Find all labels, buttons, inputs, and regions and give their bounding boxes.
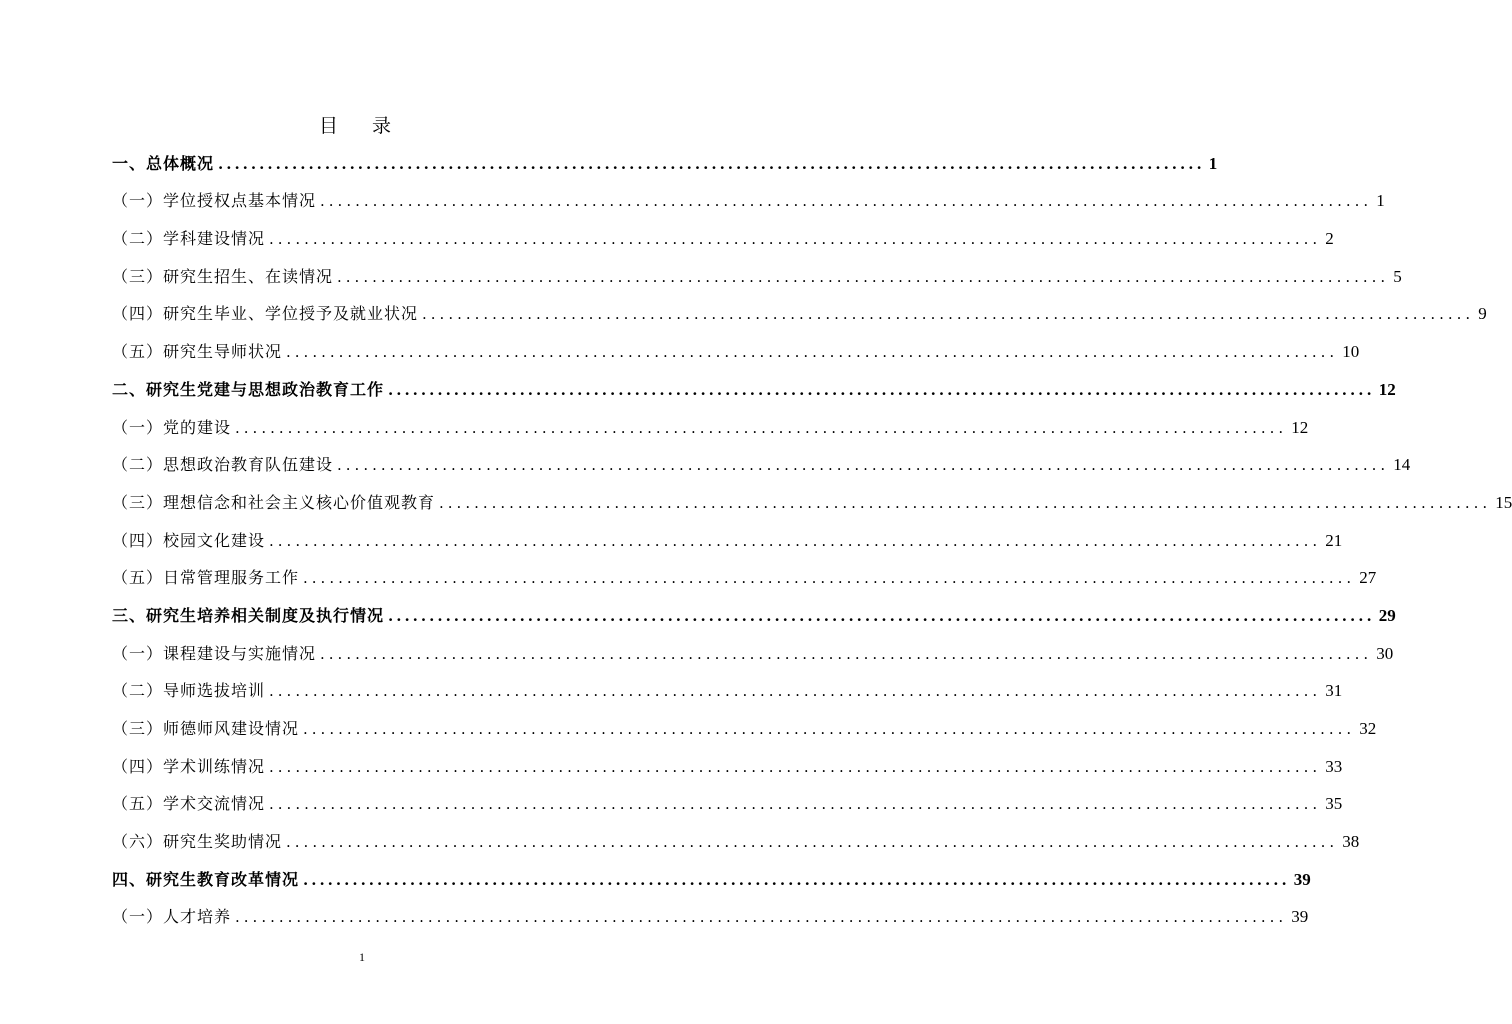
toc-entry[interactable]	[112, 295, 1487, 333]
toc-entry-label: （二）学科建设情况	[112, 229, 266, 249]
toc-entry-label: （三）研究生招生、在读情况	[112, 266, 334, 286]
toc-entry[interactable]	[112, 672, 1343, 710]
toc-entry-page: 15	[1495, 492, 1512, 512]
toc-entry-page: 39	[1293, 869, 1311, 889]
toc-entry-page: 31	[1325, 681, 1343, 701]
toc-entry-label: （五）研究生导师状况	[112, 342, 283, 362]
toc-entry-page: 38	[1342, 832, 1360, 852]
dot-leader: ........................................................................................................................	[388, 380, 1375, 399]
toc-entry-label: （五）学术交流情况	[112, 794, 266, 814]
toc-entry-page: 2	[1325, 229, 1334, 249]
toc-entry-label: （五）日常管理服务工作	[112, 568, 300, 588]
dot-leader: ........................................................................................................................	[439, 493, 1492, 512]
toc-entry-label: （一）课程建设与实施情况	[112, 643, 317, 663]
dot-leader: ........................................................................................................................	[286, 343, 1339, 362]
dot-leader: ........................................................................................................................	[320, 192, 1373, 211]
toc-entry-page: 12	[1291, 417, 1309, 437]
dot-leader: ........................................................................................................................	[235, 908, 1288, 927]
toc-entry[interactable]	[112, 144, 1218, 182]
dot-leader: ........................................................................................................................	[269, 230, 1322, 249]
toc-entry-label: （一）党的建设	[112, 417, 232, 437]
toc-entry-page: 32	[1359, 719, 1377, 738]
dot-leader: ........................................................................................................................	[337, 456, 1390, 475]
toc-entry-label: 四、研究生教育改革情况	[112, 869, 300, 889]
toc-entry-page: 10	[1342, 342, 1360, 362]
toc-entry[interactable]	[112, 332, 1360, 370]
toc-entry-page: 35	[1325, 794, 1343, 814]
dot-leader: ........................................................................................................................	[422, 305, 1475, 324]
dot-leader: ........................................................................................................................	[337, 267, 1390, 286]
dot-leader: ........................................................................................................................	[320, 644, 1373, 663]
toc-entry-label: （四）校园文化建设	[112, 530, 266, 550]
toc-entry-page: 5	[1393, 266, 1402, 286]
toc-entry[interactable]	[112, 596, 1396, 634]
toc-entry[interactable]	[112, 219, 1334, 257]
toc-entry-page: 1	[1208, 153, 1218, 173]
page-number: 1	[359, 950, 365, 964]
toc-entry[interactable]	[112, 521, 1343, 559]
toc-entry[interactable]	[112, 408, 1309, 446]
dot-leader: ........................................................................................................................	[269, 795, 1322, 814]
toc-entry-page: 30	[1376, 643, 1394, 663]
toc-entry[interactable]	[112, 446, 1411, 484]
toc-entry[interactable]	[112, 559, 1377, 597]
toc-entry[interactable]	[112, 257, 1402, 295]
toc-entry[interactable]	[112, 860, 1311, 898]
table-of-contents	[112, 144, 1512, 935]
dot-leader: ........................................................................................................................	[269, 682, 1322, 701]
toc-entry-label: （四）研究生毕业、学位授予及就业状况	[112, 304, 419, 324]
dot-leader: ........................................................................................................................	[303, 720, 1356, 738]
toc-entry[interactable]	[112, 898, 1309, 936]
toc-entry-page: 14	[1393, 455, 1411, 475]
toc-entry-page: 9	[1478, 304, 1487, 324]
toc-entry[interactable]	[112, 370, 1396, 408]
toc-entry-label: 一、总体概况	[112, 153, 215, 173]
toc-entry-label: 三、研究生培养相关制度及执行情况	[112, 605, 385, 625]
toc-entry-page: 1	[1376, 191, 1385, 211]
toc-entry-label: （三）理想信念和社会主义核心价值观教育	[112, 492, 436, 512]
toc-entry[interactable]	[112, 182, 1385, 220]
toc-entry[interactable]	[112, 747, 1343, 785]
dot-leader: ........................................................................................................................	[286, 833, 1339, 852]
dot-leader: ........................................................................................................................	[388, 606, 1375, 625]
toc-entry-label: （二）思想政治教育队伍建设	[112, 455, 334, 475]
dot-leader: ........................................................................................................................	[218, 154, 1205, 173]
toc-entry-page: 33	[1325, 756, 1343, 776]
toc-entry[interactable]	[112, 709, 1377, 747]
toc-entry-label: （一）学位授权点基本情况	[112, 191, 317, 211]
toc-entry-label: （二）导师选拔培训	[112, 681, 266, 701]
toc-entry-label: （四）学术训练情况	[112, 756, 266, 776]
toc-entry-label: 二、研究生党建与思想政治教育工作	[112, 379, 385, 399]
dot-leader: ........................................................................................................................	[303, 870, 1290, 889]
toc-title: 目 录	[318, 115, 406, 137]
toc-entry[interactable]	[112, 822, 1360, 860]
toc-entry-label: （一）人才培养	[112, 907, 232, 927]
toc-entry-label: （六）研究生奖助情况	[112, 832, 283, 852]
dot-leader: ........................................................................................................................	[303, 569, 1356, 588]
toc-entry-page: 12	[1378, 379, 1396, 399]
toc-entry-label: （三）师德师风建设情况	[112, 719, 300, 738]
toc-entry-page: 29	[1378, 605, 1396, 625]
dot-leader: ........................................................................................................................	[235, 418, 1288, 437]
toc-entry[interactable]	[112, 483, 1512, 521]
toc-entry-page: 39	[1291, 907, 1309, 927]
toc-entry[interactable]	[112, 785, 1343, 823]
toc-entry-page: 27	[1359, 568, 1377, 588]
dot-leader: ........................................................................................................................	[269, 757, 1322, 776]
toc-entry[interactable]	[112, 634, 1394, 672]
toc-entry-page: 21	[1325, 530, 1343, 550]
dot-leader: ........................................................................................................................	[269, 531, 1322, 550]
